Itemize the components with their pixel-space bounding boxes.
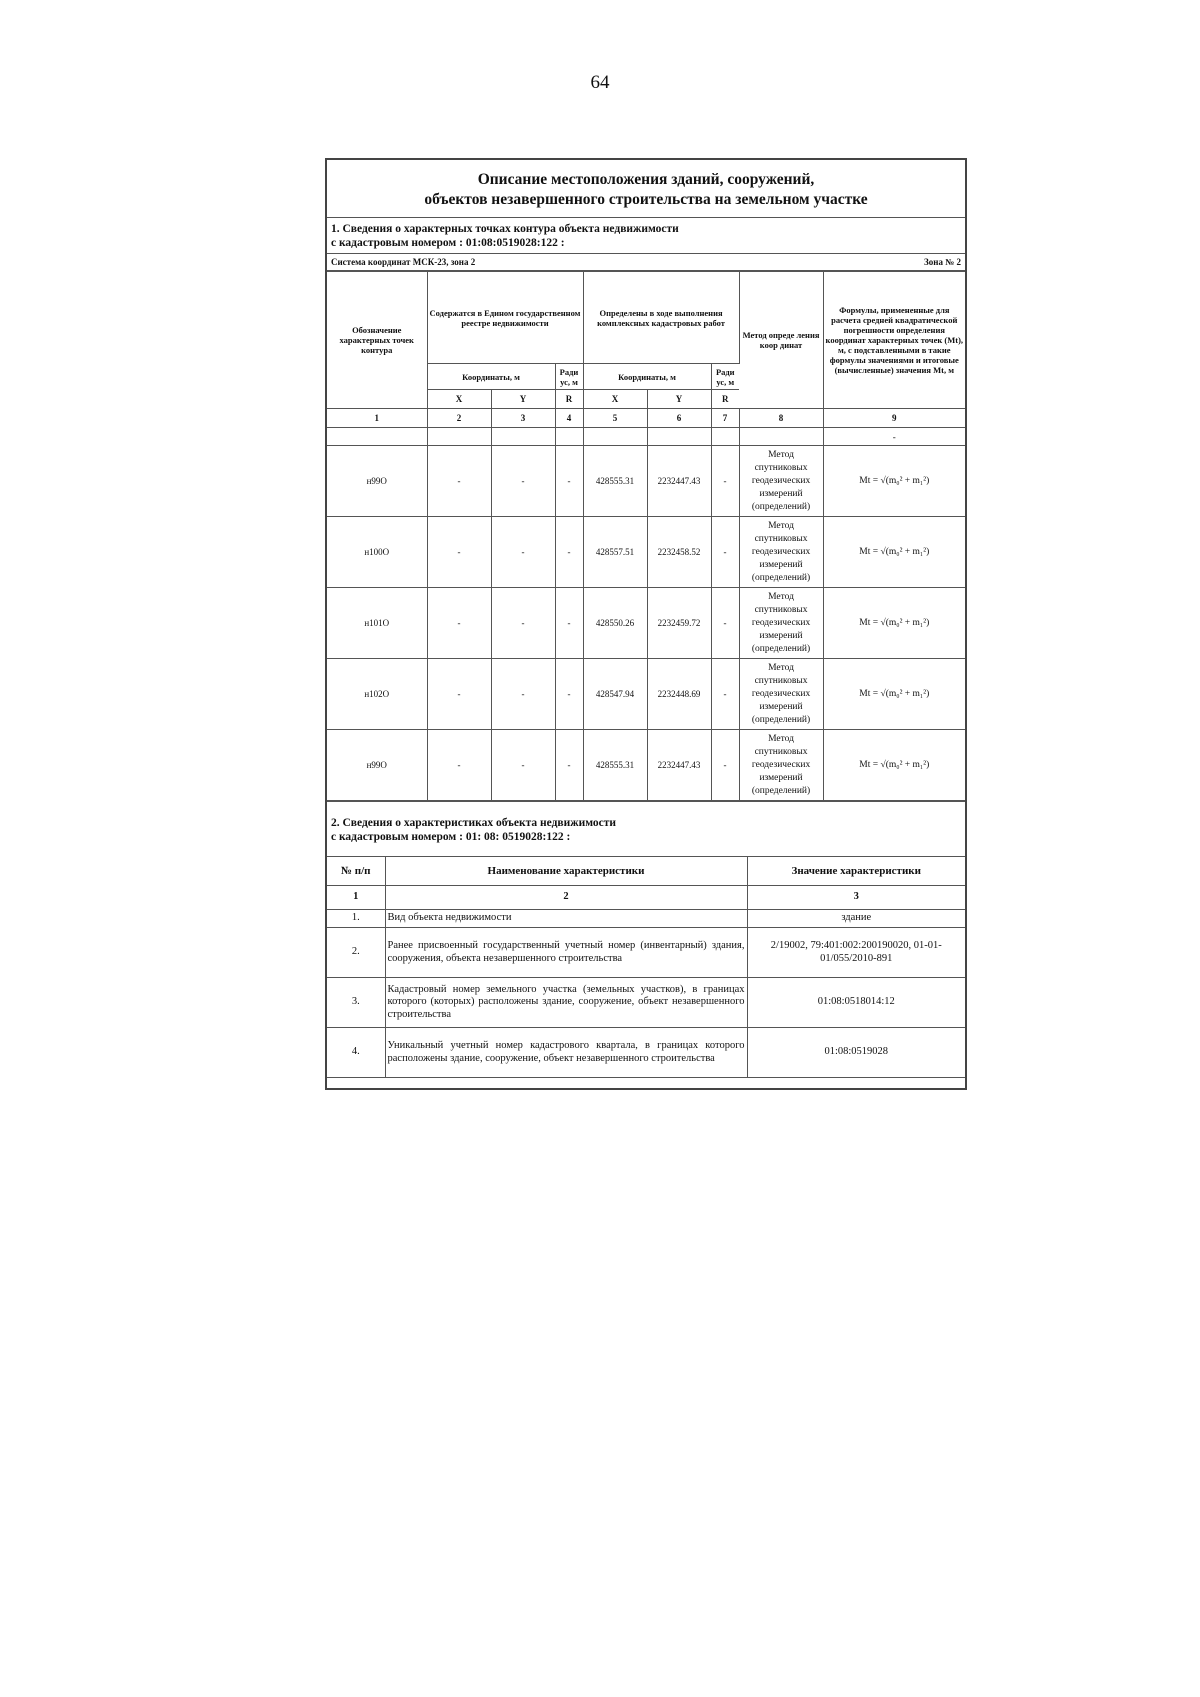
egrn-x: - — [427, 659, 491, 730]
header-egrn: Содержатся в Едином государственном реестре недвижимости — [427, 272, 583, 364]
char-value: 2/19002, 79:401:002:200190020, 01-01-01/055/2010-891 — [747, 928, 965, 978]
complex-y: 2232447.43 — [647, 730, 711, 801]
header-point-label: Обозначение характерных точек контура — [327, 272, 427, 409]
method: Метод спутниковых геодезических измерений (определений) — [739, 659, 823, 730]
header-r-complex: R — [711, 390, 739, 409]
complex-r: - — [711, 588, 739, 659]
col-num-1: 1 — [327, 409, 427, 428]
spacer-row — [327, 428, 965, 446]
section1-line-1: 1. Сведения о характерных точках контура объекта недвижимости — [331, 223, 679, 235]
char-value: 01:08:0518014:12 — [747, 978, 965, 1028]
complex-y: 2232447.43 — [647, 446, 711, 517]
point-name: н100О — [327, 517, 427, 588]
document-frame — [325, 158, 967, 1090]
egrn-r: - — [555, 517, 583, 588]
char-num: 4. — [327, 1028, 385, 1078]
complex-r: - — [711, 446, 739, 517]
header-radius-egrn: Ради ус, м — [555, 364, 583, 390]
method: Метод спутниковых геодезических измерений (определений) — [739, 446, 823, 517]
char-value: здание — [747, 910, 965, 928]
section2-line-2: с кадастровым номером : 01: 08: 0519028:122 : — [331, 831, 571, 843]
header-method: Метод опреде ления коор динат — [739, 272, 823, 409]
title-line-1: Описание местоположения зданий, сооружений, — [477, 171, 815, 188]
egrn-y: - — [491, 446, 555, 517]
complex-x: 428557.51 — [583, 517, 647, 588]
points-table — [327, 271, 965, 801]
formula: Mt = √(m₀² + m₁²) — [823, 659, 965, 730]
table-row — [327, 978, 965, 1028]
col-num-7: 7 — [711, 409, 739, 428]
col-num-3: 3 — [747, 886, 965, 910]
point-name: н99О — [327, 730, 427, 801]
document-title — [327, 160, 965, 218]
title-line-2: объектов незавершенного строительства на земельном участке — [424, 191, 868, 208]
section1-heading — [327, 218, 965, 254]
header-coords-complex: Координаты, м — [583, 364, 711, 390]
complex-r: - — [711, 659, 739, 730]
complex-r: - — [711, 517, 739, 588]
characteristics-table — [327, 856, 965, 1078]
col-num-9: 9 — [823, 409, 965, 428]
col-num-1: 1 — [327, 886, 385, 910]
header-value: Значение характеристики — [747, 857, 965, 886]
spacer-dash: - — [823, 428, 965, 446]
egrn-x: - — [427, 446, 491, 517]
egrn-x: - — [427, 588, 491, 659]
section2-heading — [327, 801, 965, 856]
point-name: н101О — [327, 588, 427, 659]
table-row — [327, 659, 965, 730]
col-num-5: 5 — [583, 409, 647, 428]
method: Метод спутниковых геодезических измерений (определений) — [739, 730, 823, 801]
table-row — [327, 910, 965, 928]
formula: Mt = √(m₀² + m₁²) — [823, 517, 965, 588]
char-name: Ранее присвоенный государственный учетный номер (инвентарный) здания, сооружения, объекта незавершенного строительства — [385, 928, 747, 978]
header-r-egrn: R — [555, 390, 583, 409]
table-row — [327, 588, 965, 659]
formula: Mt = √(m₀² + m₁²) — [823, 730, 965, 801]
complex-y: 2232448.69 — [647, 659, 711, 730]
header-coords-egrn: Координаты, м — [427, 364, 555, 390]
egrn-r: - — [555, 659, 583, 730]
char-num: 1. — [327, 910, 385, 928]
header-x-complex: X — [583, 390, 647, 409]
char-value: 01:08:0519028 — [747, 1028, 965, 1078]
col-num-3: 3 — [491, 409, 555, 428]
table-row — [327, 928, 965, 978]
formula: Mt = √(m₀² + m₁²) — [823, 588, 965, 659]
col-num-4: 4 — [555, 409, 583, 428]
bottom-spacer — [327, 1078, 965, 1088]
char-num: 3. — [327, 978, 385, 1028]
char-name: Вид объекта недвижимости — [385, 910, 747, 928]
egrn-r: - — [555, 588, 583, 659]
header-name: Наименование характеристики — [385, 857, 747, 886]
header-y-egrn: Y — [491, 390, 555, 409]
page-number: 64 — [590, 72, 610, 93]
egrn-x: - — [427, 730, 491, 801]
header-formula: Формулы, примененные для расчета средней квадратической погрешности определения координат характерных точек (Mt), м, с подставленными в такие формулы значениями и итоговые (вычисленные) значения Mt, м — [823, 272, 965, 409]
table-row — [327, 1028, 965, 1078]
col-num-2: 2 — [385, 886, 747, 910]
complex-r: - — [711, 730, 739, 801]
column-numbers-row — [327, 409, 965, 428]
char-name: Уникальный учетный номер кадастрового квартала, в границах которого расположены здание, сооружение, объект незавершенного строительства — [385, 1028, 747, 1078]
method: Метод спутниковых геодезических измерений (определений) — [739, 588, 823, 659]
header-y-complex: Y — [647, 390, 711, 409]
col-num-2: 2 — [427, 409, 491, 428]
header-x-egrn: X — [427, 390, 491, 409]
complex-y: 2232459.72 — [647, 588, 711, 659]
zone-label: Зона № 2 — [924, 257, 961, 267]
egrn-y: - — [491, 730, 555, 801]
section2-line-1: 2. Сведения о характеристиках объекта недвижимости — [331, 817, 617, 829]
egrn-y: - — [491, 588, 555, 659]
point-name: н102О — [327, 659, 427, 730]
egrn-y: - — [491, 517, 555, 588]
col-num-6: 6 — [647, 409, 711, 428]
char-num: 2. — [327, 928, 385, 978]
table-row — [327, 446, 965, 517]
complex-x: 428555.31 — [583, 446, 647, 517]
char-name: Кадастровый номер земельного участка (земельных участков), в границах которого (которых) расположены здание, сооружение, объект незавершенного строительства — [385, 978, 747, 1028]
egrn-x: - — [427, 517, 491, 588]
header-radius-complex: Ради ус, м — [711, 364, 739, 390]
egrn-y: - — [491, 659, 555, 730]
table-row — [327, 730, 965, 801]
header-num: № п/п — [327, 857, 385, 886]
egrn-r: - — [555, 446, 583, 517]
egrn-r: - — [555, 730, 583, 801]
header-complex-works: Определены в ходе выполнения комплексных кадастровых работ — [583, 272, 739, 364]
complex-y: 2232458.52 — [647, 517, 711, 588]
table-row — [327, 517, 965, 588]
complex-x: 428555.31 — [583, 730, 647, 801]
section1-line-2: с кадастровым номером : 01:08:0519028:122 : — [331, 237, 565, 249]
point-name: н99О — [327, 446, 427, 517]
complex-x: 428547.94 — [583, 659, 647, 730]
formula: Mt = √(m₀² + m₁²) — [823, 446, 965, 517]
complex-x: 428550.26 — [583, 588, 647, 659]
coordinate-system: Система координат МСК-23, зона 2 — [331, 257, 476, 267]
method: Метод спутниковых геодезических измерений (определений) — [739, 517, 823, 588]
col-num-8: 8 — [739, 409, 823, 428]
coordinate-system-row — [327, 254, 965, 271]
